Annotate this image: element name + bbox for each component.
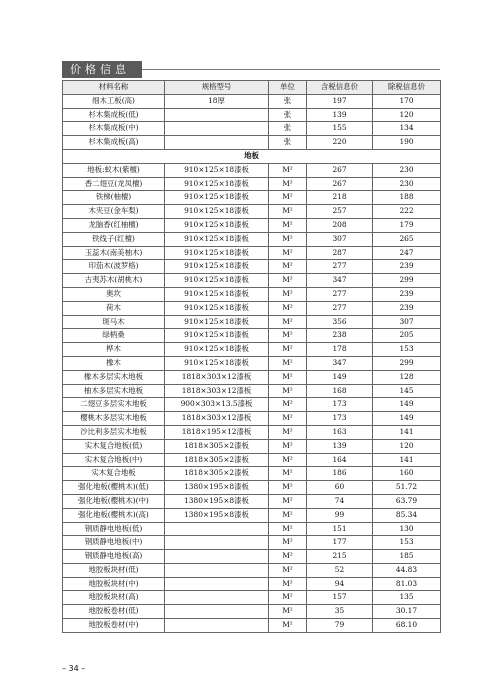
table-cell: 149 (307, 370, 373, 384)
column-header: 单位 (269, 81, 307, 95)
table-cell: 钢质静电地板(高) (63, 550, 165, 564)
table-cell: M² (269, 550, 307, 564)
table-row (63, 108, 441, 122)
table-cell (165, 122, 269, 136)
table-row (63, 232, 441, 246)
table-cell: 94 (307, 577, 373, 591)
table-cell: 910×125×18漆板 (165, 232, 269, 246)
table-row (63, 287, 441, 301)
table-cell: 52 (307, 563, 373, 577)
table-cell: 81.03 (373, 577, 441, 591)
table-cell: 267 (307, 163, 373, 177)
table-cell: 沙比利多层实木地板 (63, 425, 165, 439)
table-cell: 79 (307, 619, 373, 633)
table-cell: 强化地板(樱桃木)(低) (63, 481, 165, 495)
table-cell: 186 (307, 467, 373, 481)
table-cell: M² (269, 343, 307, 357)
table-row (63, 384, 441, 398)
table-cell: 910×125×18漆板 (165, 274, 269, 288)
table-cell: 164 (307, 453, 373, 467)
table-cell: M² (269, 522, 307, 536)
table-cell: 樱桃木多层实木地板 (63, 412, 165, 426)
table-cell: 910×125×18漆板 (165, 177, 269, 191)
table-cell: 239 (373, 301, 441, 315)
table-cell: 橡木多层实木地板 (63, 370, 165, 384)
table-cell: 347 (307, 274, 373, 288)
table-cell: 277 (307, 260, 373, 274)
section-title-rule (142, 69, 440, 70)
table-row (63, 494, 441, 508)
table-cell: 307 (307, 232, 373, 246)
table-cell: 218 (307, 191, 373, 205)
table-cell: 185 (373, 550, 441, 564)
table-cell (165, 536, 269, 550)
table-cell (165, 619, 269, 633)
table-cell: M² (269, 536, 307, 550)
table-cell: 地胶板块材(中) (63, 577, 165, 591)
table-cell: 张 (269, 108, 307, 122)
table-cell (165, 522, 269, 536)
table-cell: 257 (307, 205, 373, 219)
table-row (63, 591, 441, 605)
table-cell: 120 (373, 439, 441, 453)
table-cell: 68.10 (373, 619, 441, 633)
table-cell: 实木复合地板 (63, 467, 165, 481)
table-row (63, 550, 441, 564)
table-cell: M² (269, 481, 307, 495)
table-row (63, 329, 441, 343)
table-cell: 地板:蚁木(紫檀) (63, 163, 165, 177)
table-row (63, 522, 441, 536)
table-cell: 柚木多层实木地板 (63, 384, 165, 398)
table-cell: 900×303×13.5漆板 (165, 398, 269, 412)
table-cell: 印茄木(波罗格) (63, 260, 165, 274)
table-row (63, 343, 441, 357)
table-cell: 141 (373, 425, 441, 439)
table-cell: 古夷苏木(胡桃木) (63, 274, 165, 288)
group-header: 地板 (63, 149, 441, 163)
table-cell: 153 (373, 536, 441, 550)
table-cell: 1818×303×12漆板 (165, 384, 269, 398)
table-row (63, 177, 441, 191)
table-cell: 30.17 (373, 605, 441, 619)
table-cell: M² (269, 398, 307, 412)
table-cell: 157 (307, 591, 373, 605)
table-row (63, 481, 441, 495)
table-row (63, 356, 441, 370)
table-cell: M² (269, 356, 307, 370)
table-cell: M² (269, 591, 307, 605)
table-cell: 277 (307, 287, 373, 301)
table-cell (165, 563, 269, 577)
table-cell: 139 (307, 108, 373, 122)
table-cell: 910×125×18漆板 (165, 246, 269, 260)
table-cell: M² (269, 191, 307, 205)
table-cell: 215 (307, 550, 373, 564)
table-cell: 910×125×18漆板 (165, 356, 269, 370)
table-cell: 230 (373, 163, 441, 177)
table-cell: 杉木集成板(中) (63, 122, 165, 136)
table-cell: 197 (307, 94, 373, 108)
table-cell (165, 605, 269, 619)
table-cell: 910×125×18漆板 (165, 163, 269, 177)
table-cell: 910×125×18漆板 (165, 343, 269, 357)
table-cell: 910×125×18漆板 (165, 218, 269, 232)
table-cell: 地胶板块材(低) (63, 563, 165, 577)
table-cell: 铁梯(柚檀) (63, 191, 165, 205)
table-cell: M² (269, 577, 307, 591)
table-cell: M² (269, 274, 307, 288)
table-cell: 151 (307, 522, 373, 536)
table-cell: 细木工板(高) (63, 94, 165, 108)
page-number: – 34 – (62, 664, 86, 673)
table-cell: 地胶板卷材(中) (63, 619, 165, 633)
table-cell: 二翅豆多层实木地板 (63, 398, 165, 412)
table-cell: M² (269, 563, 307, 577)
table-cell: 170 (373, 94, 441, 108)
table-row (63, 605, 441, 619)
table-cell (165, 550, 269, 564)
table-cell: 173 (307, 398, 373, 412)
table-cell: 香二翅豆(龙凤檀) (63, 177, 165, 191)
table-row (63, 246, 441, 260)
table-cell: 玉蕊木(南美柚木) (63, 246, 165, 260)
table-cell: M² (269, 453, 307, 467)
table-cell: 实木复合地板(中) (63, 453, 165, 467)
table-cell: 44.83 (373, 563, 441, 577)
table-cell: 910×125×18漆板 (165, 191, 269, 205)
table-row (63, 163, 441, 177)
table-cell: 强化地板(樱桃木)(高) (63, 508, 165, 522)
table-cell: 1818×195×12漆板 (165, 425, 269, 439)
table-cell: 木夹豆(金车梨) (63, 205, 165, 219)
table-row (63, 191, 441, 205)
table-cell: 斑马木 (63, 315, 165, 329)
table-cell: M² (269, 315, 307, 329)
table-cell: M² (269, 246, 307, 260)
table-cell: 178 (307, 343, 373, 357)
table-cell: 230 (373, 177, 441, 191)
table-row (63, 439, 441, 453)
table-cell: 239 (373, 287, 441, 301)
table-cell: 强化地板(樱桃木)(中) (63, 494, 165, 508)
table-cell: 179 (373, 218, 441, 232)
table-cell: M² (269, 605, 307, 619)
table-cell: 267 (307, 177, 373, 191)
table-cell: 74 (307, 494, 373, 508)
table-cell: 荷木 (63, 301, 165, 315)
table-row (63, 563, 441, 577)
table-cell: 63.79 (373, 494, 441, 508)
table-cell: 220 (307, 136, 373, 150)
table-cell: M² (269, 370, 307, 384)
table-cell: 205 (373, 329, 441, 343)
table-row (63, 136, 441, 150)
table-cell: 238 (307, 329, 373, 343)
table-row (63, 398, 441, 412)
table-row (63, 260, 441, 274)
table-row (63, 315, 441, 329)
table-row (63, 94, 441, 108)
table-cell (165, 591, 269, 605)
table-row (63, 619, 441, 633)
table-cell: 橡木 (63, 356, 165, 370)
table-cell: 135 (373, 591, 441, 605)
table-cell: 地胶板块材(高) (63, 591, 165, 605)
table-cell: 910×125×18漆板 (165, 329, 269, 343)
table-row (63, 412, 441, 426)
table-cell: 铁线子(红檀) (63, 232, 165, 246)
table-cell: 155 (307, 122, 373, 136)
table-cell: 347 (307, 356, 373, 370)
table-cell: 128 (373, 370, 441, 384)
table-cell: 910×125×18漆板 (165, 287, 269, 301)
table-row (63, 508, 441, 522)
table-cell: 1818×305×2漆板 (165, 467, 269, 481)
table-cell: 1818×305×2漆板 (165, 453, 269, 467)
section-title: 价格信息 (62, 61, 142, 78)
table-cell: M² (269, 287, 307, 301)
table-row (63, 425, 441, 439)
table-cell: 910×125×18漆板 (165, 260, 269, 274)
table-cell: 85.34 (373, 508, 441, 522)
table-row (63, 205, 441, 219)
table-cell: M² (269, 177, 307, 191)
table-cell (165, 108, 269, 122)
table-cell: 287 (307, 246, 373, 260)
table-cell: 1380×195×8漆板 (165, 508, 269, 522)
table-cell: 247 (373, 246, 441, 260)
table-cell: 张 (269, 122, 307, 136)
price-table (62, 80, 441, 633)
table-cell: 299 (373, 356, 441, 370)
table-cell: 钢质静电地板(中) (63, 536, 165, 550)
table-cell: 1380×195×8漆板 (165, 481, 269, 495)
table-cell: 杉木集成板(高) (63, 136, 165, 150)
column-header: 除税信息价 (373, 81, 441, 95)
table-cell: M² (269, 412, 307, 426)
table-row (63, 577, 441, 591)
table-row (63, 467, 441, 481)
table-cell: M² (269, 260, 307, 274)
table-cell: 1818×303×12漆板 (165, 412, 269, 426)
table-cell: 173 (307, 412, 373, 426)
table-cell (165, 577, 269, 591)
table-cell: 张 (269, 94, 307, 108)
table-cell: M² (269, 619, 307, 633)
table-cell: M² (269, 439, 307, 453)
table-cell: 356 (307, 315, 373, 329)
table-cell: 张 (269, 136, 307, 150)
table-cell: 1818×303×12漆板 (165, 370, 269, 384)
table-cell (165, 136, 269, 150)
table-row (63, 453, 441, 467)
column-header: 材料名称 (63, 81, 165, 95)
table-cell: 130 (373, 522, 441, 536)
table-cell: 265 (373, 232, 441, 246)
table-cell: 160 (373, 467, 441, 481)
table-cell: 绿柄桑 (63, 329, 165, 343)
table-cell: 190 (373, 136, 441, 150)
table-cell: 1380×195×8漆板 (165, 494, 269, 508)
column-header: 规格型号 (165, 81, 269, 95)
table-row (63, 122, 441, 136)
table-cell: 99 (307, 508, 373, 522)
table-row (63, 301, 441, 315)
table-cell: M² (269, 301, 307, 315)
table-row (63, 370, 441, 384)
table-row (63, 218, 441, 232)
table-cell: 134 (373, 122, 441, 136)
table-cell: 龙脑香(红柚檀) (63, 218, 165, 232)
table-cell: M² (269, 384, 307, 398)
table-cell: M² (269, 329, 307, 343)
table-cell: 120 (373, 108, 441, 122)
table-cell: M² (269, 232, 307, 246)
table-cell: 149 (373, 398, 441, 412)
table-cell: 35 (307, 605, 373, 619)
table-cell: 177 (307, 536, 373, 550)
table-cell: M² (269, 508, 307, 522)
table-cell: 239 (373, 260, 441, 274)
table-row (63, 274, 441, 288)
column-header: 含税信息价 (307, 81, 373, 95)
table-cell: 222 (373, 205, 441, 219)
group-header-row (63, 149, 441, 163)
table-cell: M² (269, 494, 307, 508)
table-cell: 奥坎 (63, 287, 165, 301)
table-cell: 208 (307, 218, 373, 232)
table-cell: 277 (307, 301, 373, 315)
table-cell: 实木复合地板(低) (63, 439, 165, 453)
table-cell: 141 (373, 453, 441, 467)
table-cell: 139 (307, 439, 373, 453)
table-row (63, 536, 441, 550)
table-cell: 1818×305×2漆板 (165, 439, 269, 453)
table-cell: 307 (373, 315, 441, 329)
table-cell: 163 (307, 425, 373, 439)
table-cell: 910×125×18漆板 (165, 315, 269, 329)
table-cell: 149 (373, 412, 441, 426)
table-cell: 168 (307, 384, 373, 398)
table-cell: 18厚 (165, 94, 269, 108)
table-cell: M² (269, 218, 307, 232)
table-cell: 910×125×18漆板 (165, 205, 269, 219)
table-cell: 188 (373, 191, 441, 205)
table-cell: M² (269, 163, 307, 177)
table-cell: 杉木集成板(低) (63, 108, 165, 122)
table-cell: M² (269, 205, 307, 219)
table-cell: 51.72 (373, 481, 441, 495)
table-cell: M² (269, 467, 307, 481)
table-cell: 153 (373, 343, 441, 357)
table-cell: 145 (373, 384, 441, 398)
table-header-row (63, 81, 441, 95)
table-cell: 299 (373, 274, 441, 288)
table-cell: 钢质静电地板(低) (63, 522, 165, 536)
table-cell: M² (269, 425, 307, 439)
table-cell: 地胶板卷材(低) (63, 605, 165, 619)
table-cell: 桦木 (63, 343, 165, 357)
table-cell: 60 (307, 481, 373, 495)
table-cell: 910×125×18漆板 (165, 301, 269, 315)
